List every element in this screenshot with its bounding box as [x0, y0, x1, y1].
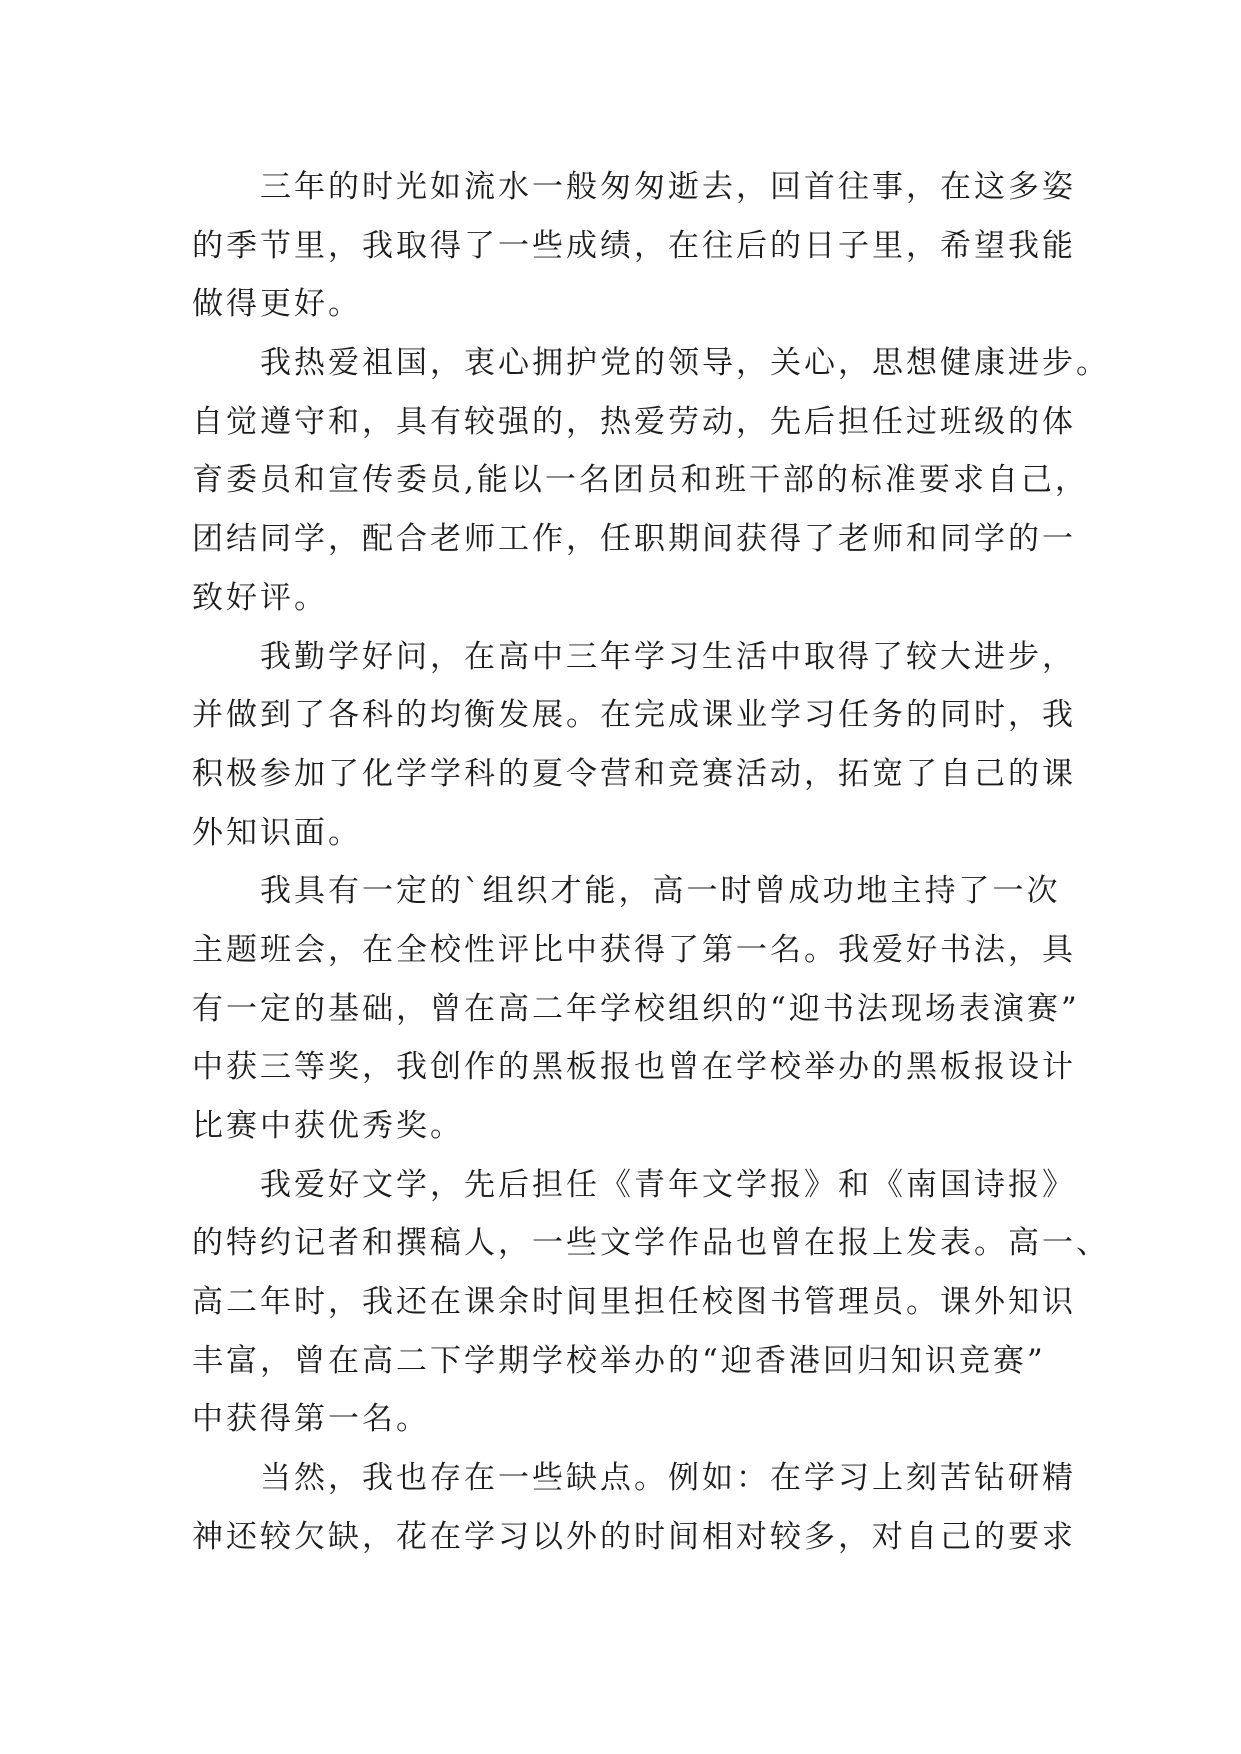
text-line: 比赛中获优秀奖。 — [192, 1108, 464, 1144]
text-line: 丰富，曾在高二下学期学校举办的“迎香港回归知识竞赛” — [192, 1342, 1046, 1379]
text-line: 当然，我也存在一些缺点。例如：在学习上刻苦钻研精 — [260, 1460, 1076, 1497]
text-line: 中获得第一名。 — [192, 1401, 430, 1438]
text-line: 主题班会，在全校性评比中获得了第一名。我爱好书法，具 — [192, 931, 1076, 968]
text-line: 致好评。 — [192, 579, 328, 616]
text-line: 自觉遵守和，具有较强的，热爱劳动，先后担任过班级的体 — [192, 403, 1076, 440]
text-line: 三年的时光如流水一般匆匆逝去，回首往事，在这多姿 — [260, 169, 1076, 205]
text-line: 育委员和宣传委员,能以一名团员和班干部的标准要求自己， — [192, 462, 1089, 499]
text-line: 积极参加了化学学科的夏令营和竞赛活动，拓宽了自己的课 — [192, 755, 1076, 792]
text-line: 的季节里，我取得了一些成绩，在往后的日子里，希望我能 — [192, 227, 1076, 264]
text-line: 我热爱祖国，衷心拥护党的领导，关心，思想健康进步。 — [260, 345, 1110, 382]
text-line: 做得更好。 — [192, 286, 362, 323]
text-line: 我具有一定的`组织才能，高一时曾成功地主持了一次 — [260, 873, 1061, 910]
text-line: 有一定的基础，曾在高二年学校组织的“迎书法现场表演赛” — [192, 990, 1080, 1027]
text-line: 外知识面。 — [192, 814, 362, 851]
text-line: 高二年时，我还在课余时间里担任校图书管理员。课外知识 — [192, 1284, 1076, 1321]
text-line: 的特约记者和撰稿人，一些文学作品也曾在报上发表。高一、 — [192, 1225, 1110, 1262]
text-line: 神还较欠缺，花在学习以外的时间相对较多，对自己的要求 — [192, 1518, 1076, 1555]
text-line: 中获三等奖，我创作的黑板报也曾在学校举办的黑板报设计 — [192, 1049, 1076, 1086]
text-line: 并做到了各科的均衡发展。在完成课业学习任务的同时，我 — [192, 697, 1076, 734]
document-body — [192, 158, 1110, 1567]
text-line: 我爱好文学，先后担任《青年文学报》和《南国诗报》 — [260, 1166, 1076, 1203]
text-line: 团结同学，配合老师工作，任职期间获得了老师和同学的一 — [192, 521, 1076, 558]
text-line: 我勤学好问，在高中三年学习生活中取得了较大进步， — [260, 638, 1076, 675]
